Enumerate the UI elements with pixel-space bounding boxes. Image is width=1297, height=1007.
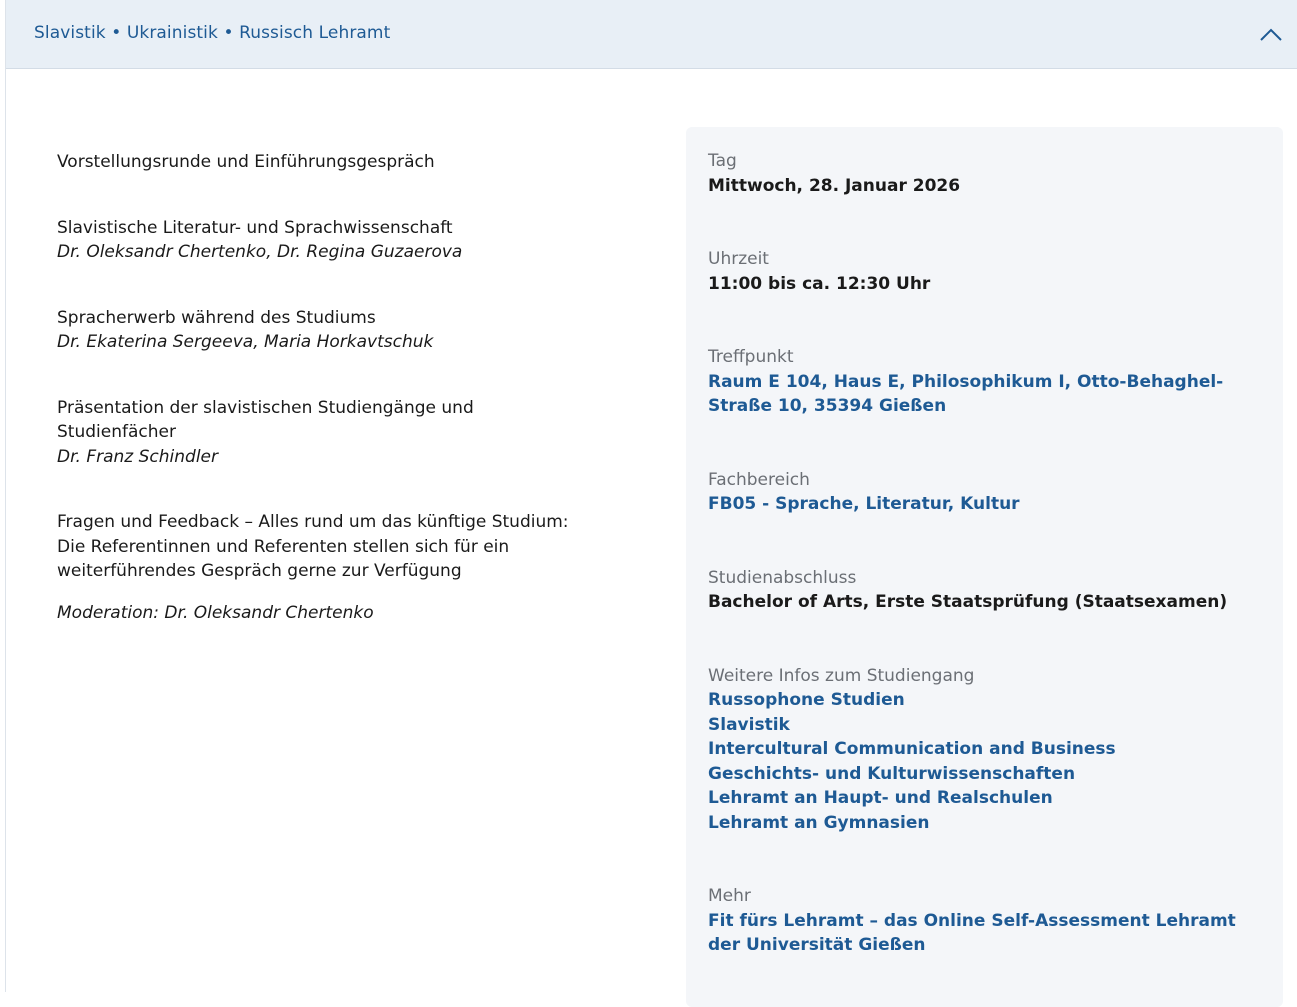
moderation: Moderation: Dr. Oleksandr Chertenko xyxy=(57,602,374,623)
self-assessment-link[interactable]: Fit fürs Lehramt – das Online Self-Assessment Lehramt der Universität Gießen xyxy=(708,910,1236,955)
info-label: Uhrzeit xyxy=(708,249,769,269)
info-label: Studienabschluss xyxy=(708,567,857,588)
agenda-item xyxy=(57,216,617,265)
agenda-item xyxy=(57,150,617,175)
agenda xyxy=(57,150,617,625)
agenda-title: Fragen und Feedback – Alles rund um das künftige Studium: Die Referentinnen und Referenten stellen sich für ein weiterführendes Gespräch gerne zur Verfügung xyxy=(57,512,569,581)
agenda-item xyxy=(57,306,617,355)
place-link[interactable]: Raum E 104, Haus E, Philosophikum I, Otto-Behaghel-Straße 10, 35394 Gießen xyxy=(708,371,1224,416)
program-link-lehramt-haupt-realschulen[interactable]: Lehramt an Haupt- und Realschulen xyxy=(708,788,1053,808)
agenda-title: Präsentation der slavistischen Studiengänge und Studienfächer xyxy=(57,397,474,442)
info-label: Fachbereich xyxy=(708,469,810,490)
info-value: 11:00 bis ca. 12:30 Uhr xyxy=(708,273,931,294)
info-value: Bachelor of Arts, Erste Staatsprüfung (Staatsexamen) xyxy=(708,592,1228,612)
info-more-programs xyxy=(708,664,1268,836)
program-link-geschichts-kulturwissenschaften[interactable]: Geschichts- und Kulturwissenschaften xyxy=(708,763,1076,784)
info-degree xyxy=(708,566,1268,615)
program-link-russophone-studien[interactable]: Russophone Studien xyxy=(708,690,905,710)
program-link-intercultural-communication[interactable]: Intercultural Communication and Business xyxy=(708,739,1116,759)
agenda-speakers: Dr. Oleksandr Chertenko, Dr. Regina Guzaerova xyxy=(57,242,463,262)
chevron-up-icon[interactable] xyxy=(1256,21,1286,47)
info-more xyxy=(708,884,1268,958)
info-day xyxy=(708,149,1268,198)
agenda-speakers: Dr. Franz Schindler xyxy=(57,446,218,467)
accordion-panel xyxy=(5,0,1297,992)
agenda-speakers: Dr. Ekaterina Sergeeva, Maria Horkavtschuk xyxy=(57,332,434,352)
info-label: Mehr xyxy=(708,886,751,906)
agenda-title: Vorstellungsrunde und Einführungsgespräch xyxy=(57,152,435,172)
info-department xyxy=(708,468,1268,517)
accordion-title[interactable]: Slavistik • Ukrainistik • Russisch Lehramt xyxy=(34,23,391,43)
accordion-header[interactable] xyxy=(6,0,1297,69)
department-link[interactable]: FB05 - Sprache, Literatur, Kultur xyxy=(708,494,1020,514)
agenda-title: Slavistische Literatur- und Sprachwissenschaft xyxy=(57,217,453,238)
info-time xyxy=(708,247,1268,296)
agenda-item xyxy=(57,510,617,584)
info-label: Treffpunkt xyxy=(708,347,794,367)
info-place xyxy=(708,345,1268,419)
program-link-lehramt-gymnasien[interactable]: Lehramt an Gymnasien xyxy=(708,812,930,833)
info-label: Weitere Infos zum Studiengang xyxy=(708,665,975,686)
agenda-title: Spracherwerb während des Studiums xyxy=(57,307,376,328)
agenda-item xyxy=(57,396,617,470)
info-label: Tag xyxy=(708,151,737,171)
event-info-box xyxy=(686,127,1283,1007)
program-link-slavistik[interactable]: Slavistik xyxy=(708,714,790,735)
info-value: Mittwoch, 28. Januar 2026 xyxy=(708,175,961,196)
